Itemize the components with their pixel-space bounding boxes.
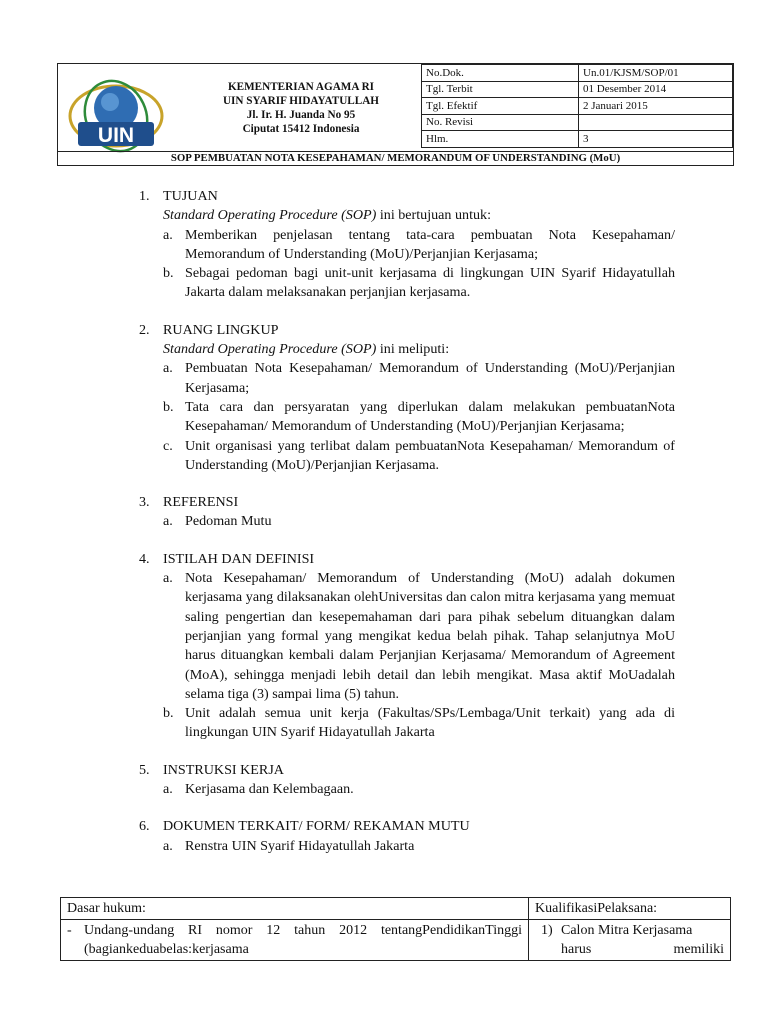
meta-value: Un.01/KJSM/SOP/01 xyxy=(579,65,733,82)
legal-item xyxy=(67,921,522,959)
meta-value xyxy=(579,114,733,131)
section-istilah-definisi xyxy=(139,550,675,743)
meta-row xyxy=(422,131,733,148)
section-number: 1. xyxy=(139,188,150,204)
list-item xyxy=(139,264,675,303)
section-instruksi-kerja xyxy=(139,761,675,800)
list-item xyxy=(139,398,675,437)
list-text: Pembuatan Nota Kesepahaman/ Memorandum of Understanding (MoU)/Perjanjian Kerjasama; xyxy=(185,360,675,396)
table-cell xyxy=(529,920,731,961)
document-body xyxy=(139,187,675,874)
section-heading xyxy=(139,817,675,836)
meta-value: 01 Desember 2014 xyxy=(579,81,733,98)
section-number: 2. xyxy=(139,321,150,338)
section-number: 5. xyxy=(139,761,150,778)
section-title: INSTRUKSI KERJA xyxy=(163,761,284,778)
meta-row xyxy=(422,81,733,98)
list-item xyxy=(139,569,675,704)
meta-row xyxy=(422,114,733,131)
document-meta-table xyxy=(421,64,733,148)
qualification-line: Calon Mitra Kerjasama xyxy=(561,923,693,938)
list-text: Unit adalah semua unit kerja (Fakultas/SPs/Lembaga/Unit terkait) yang ada di lingkungan UIN Syarif Hidayatullah Jakarta xyxy=(185,705,675,741)
section-heading xyxy=(139,761,675,780)
section-dokumen-terkait xyxy=(139,817,675,856)
table-row xyxy=(61,920,731,961)
intro-italic: Standard Operating Procedure (SOP) xyxy=(163,207,377,224)
legal-item-text: Undang-undang RI nomor 12 tahun 2012 tentangPendidikanTinggi (bagiankeduabelas:kerjasama xyxy=(84,923,522,957)
section-heading xyxy=(139,187,675,206)
meta-label: Tgl. Efektif xyxy=(422,98,579,115)
section-title: TUJUAN xyxy=(163,188,218,204)
meta-row xyxy=(422,65,733,82)
section-number: 4. xyxy=(139,550,150,567)
list-marker: a. xyxy=(163,837,173,854)
document-header xyxy=(57,63,734,166)
qualification-item xyxy=(535,921,724,959)
list-marker: a. xyxy=(163,360,173,377)
list-text: Unit organisasi yang terlibat dalam pembuatanNota Kesepahaman/ Memorandum of Understanding (MoU)/Perjanjian Kerjasama. xyxy=(185,437,675,473)
section-title: DOKUMEN TERKAIT/ FORM/ REKAMAN MUTU xyxy=(163,818,470,835)
qualification-line xyxy=(561,940,724,959)
list-marker: a. xyxy=(163,781,173,798)
list-text: Sebagai pedoman bagi unit-unit kerjasama di lingkungan UIN Syarif Hidayatullah Jakarta dalam melaksanakan perjanjian kerjasama. xyxy=(185,265,675,301)
institution-line: KEMENTERIAN AGAMA RI xyxy=(227,81,375,93)
meta-label: Tgl. Terbit xyxy=(422,81,579,98)
list-marker: b. xyxy=(163,265,174,282)
table-cell: KualifikasiPelaksana: xyxy=(529,898,731,920)
list-marker: - xyxy=(67,923,72,938)
table-cell xyxy=(61,920,529,961)
table-cell: Dasar hukum: xyxy=(61,898,529,920)
meta-value: 2 Januari 2015 xyxy=(579,98,733,115)
list-marker: a. xyxy=(163,513,173,530)
list-item xyxy=(139,780,675,799)
section-tujuan xyxy=(139,187,675,303)
list-item xyxy=(139,359,675,398)
list-marker: c. xyxy=(163,437,173,454)
section-title: RUANG LINGKUP xyxy=(163,321,279,338)
list-text: Pedoman Mutu xyxy=(185,513,272,530)
list-text: Renstra UIN Syarif Hidayatullah Jakarta xyxy=(185,837,415,854)
list-item xyxy=(139,512,675,531)
institution-line: Jl. Ir. H. Juanda No 95 xyxy=(246,109,356,121)
section-heading xyxy=(139,321,675,340)
qualification-word: harus xyxy=(561,942,592,957)
intro-italic: Standard Operating Procedure (SOP) xyxy=(163,341,377,358)
institution-line: UIN SYARIF HIDAYATULLAH xyxy=(222,95,380,107)
sop-title: SOP PEMBUATAN NOTA KESEPAHAMAN/ MEMORANDUM OF UNDERSTANDING (MoU) xyxy=(170,152,621,164)
list-marker: a. xyxy=(163,226,173,243)
legal-basis-table xyxy=(60,897,731,961)
section-heading xyxy=(139,493,675,512)
list-item xyxy=(139,837,675,856)
section-number: 3. xyxy=(139,494,150,511)
list-item xyxy=(139,437,675,476)
meta-label: No.Dok. xyxy=(422,65,579,82)
logo-text: UIN xyxy=(97,124,135,147)
section-ruang-lingkup xyxy=(139,321,675,475)
qualification-word: memiliki xyxy=(673,942,724,957)
meta-label: Hlm. xyxy=(422,131,579,148)
section-title: ISTILAH DAN DEFINISI xyxy=(163,550,315,567)
meta-row xyxy=(422,98,733,115)
meta-value: 3 xyxy=(579,131,733,148)
list-item xyxy=(139,226,675,265)
list-text: Nota Kesepahaman/ Memorandum of Understanding (MoU) adalah dokumen kerjasama yang dilaksanakan olehUniversitas dan calon mitra kerjasama yang memuat saling pengertian dan kesepemahaman dari para pihak sebelum dituangkan dalam perjanjian yang formal yang mengikat kedua belah pihak. Tahap selanjutnya MoU harus dituangkan kembali dalam Perjanjian Kerjasama/ Memorandum of Agreement (MoA), sehingga menjadi lebih detail dan lebih mengikat. Masa aktif MoUadalah selama tiga (3) sampai lima (5) tahun. xyxy=(185,570,675,702)
institution-block xyxy=(186,80,416,136)
list-marker: b. xyxy=(163,398,174,415)
uin-logo-icon xyxy=(64,74,168,154)
intro-rest: ini meliputi: xyxy=(376,341,450,358)
list-marker: a. xyxy=(163,570,173,587)
section-heading xyxy=(139,550,675,569)
section-referensi xyxy=(139,493,675,532)
list-text: Memberikan penjelasan tentang tata-cara pembuatan Nota Kesepahaman/ Memorandum of Understanding (MoU)/Perjanjian Kerjasama; xyxy=(185,226,675,262)
table-row xyxy=(61,898,731,920)
list-text: Kerjasama dan Kelembagaan. xyxy=(185,781,354,798)
institution-line: Ciputat 15412 Indonesia xyxy=(242,123,360,135)
section-intro xyxy=(139,340,675,359)
section-title: REFERENSI xyxy=(163,494,239,511)
list-marker: b. xyxy=(163,705,174,722)
list-marker: 1) xyxy=(541,923,553,938)
list-text: Tata cara dan persyaratan yang diperlukan dalam melakukan pembuatanNota Kesepahaman/ Memorandum of Understanding (MoU)/Perjanjian Kerjasama; xyxy=(185,398,675,435)
section-number: 6. xyxy=(139,818,150,835)
list-item xyxy=(139,704,675,743)
meta-label: No. Revisi xyxy=(422,114,579,131)
section-intro xyxy=(139,206,675,225)
intro-rest: ini bertujuan untuk: xyxy=(376,207,492,224)
